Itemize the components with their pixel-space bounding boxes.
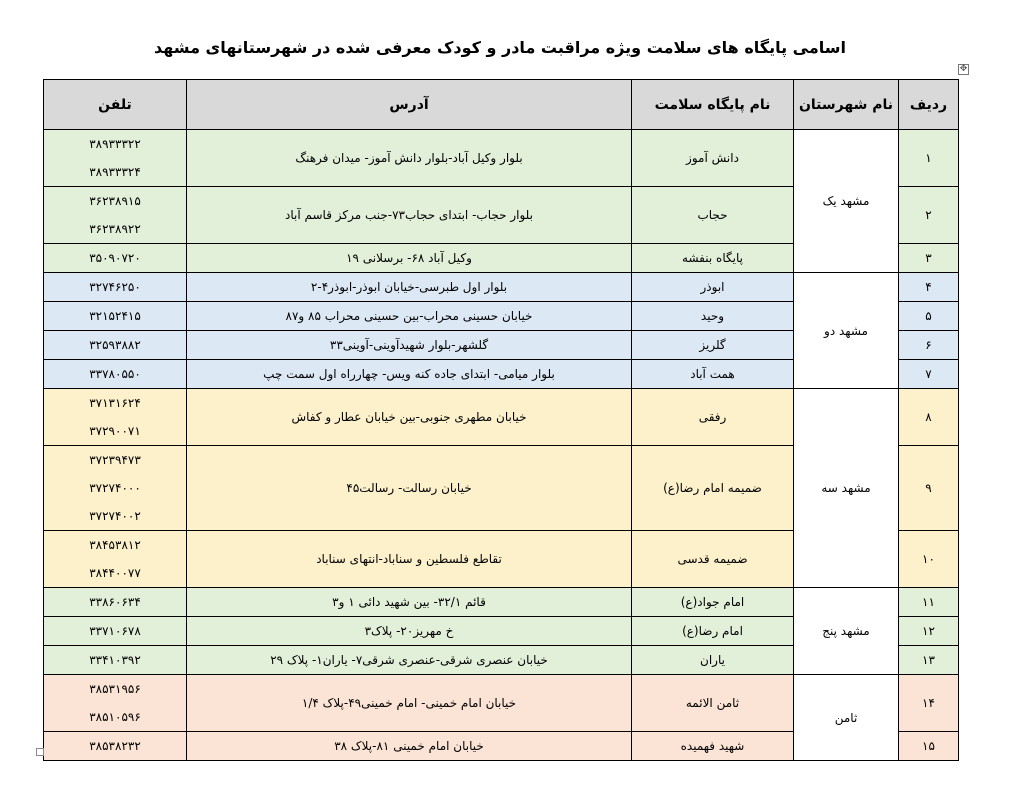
phone-number: ۳۷۲۳۹۴۷۳ (89, 453, 141, 467)
center-name: دانش آموز (632, 130, 794, 187)
table-row (44, 389, 959, 446)
address: گلشهر-بلوار شهیدآوینی-آوینی۳۳ (187, 331, 632, 360)
row-number: ۱۱ (899, 588, 959, 617)
phone-number: ۳۶۲۳۸۹۱۵ (89, 194, 141, 208)
address: بلوار حجاب- ابتدای حجاب۷۳-جنب مرکز قاسم آباد (187, 187, 632, 244)
center-name: ضمیمه قدسی (632, 531, 794, 588)
phone-cell (44, 244, 187, 273)
row-number: ۵ (899, 302, 959, 331)
county-cell: ثامن (794, 675, 899, 761)
phone-cell (44, 588, 187, 617)
phone-number: ۳۷۲۷۴۰۰۲ (89, 509, 141, 523)
center-name: رفقی (632, 389, 794, 446)
row-number: ۱۴ (899, 675, 959, 732)
center-name: گلریز (632, 331, 794, 360)
center-name: همت آباد (632, 360, 794, 389)
center-name: پایگاه بنفشه (632, 244, 794, 273)
phone-cell (44, 617, 187, 646)
row-number: ۹ (899, 446, 959, 531)
header-center: نام پایگاه سلامت (632, 80, 794, 130)
row-number: ۴ (899, 273, 959, 302)
center-name: امام جواد(ع) (632, 588, 794, 617)
table-header-row (44, 80, 959, 130)
center-name: امام رضا(ع) (632, 617, 794, 646)
row-number: ۱ (899, 130, 959, 187)
center-name: وحید (632, 302, 794, 331)
phone-number: ۳۷۱۳۱۶۲۴ (89, 396, 141, 410)
address: بلوار میامی- ابتدای جاده کنه ویس- چهارراه اول سمت چپ (187, 360, 632, 389)
phone-cell (44, 531, 187, 588)
phone-cell (44, 389, 187, 446)
table-row (44, 588, 959, 617)
address: وکیل آباد ۶۸- برسلانی ۱۹ (187, 244, 632, 273)
county-cell: مشهد پنج (794, 588, 899, 675)
address: خیابان امام خمینی- امام خمینی۴۹-پلاک ۱/۴ (187, 675, 632, 732)
address: قائم ۳۲/۱- بین شهید دائی ۱ و۳ (187, 588, 632, 617)
table-move-handle-icon[interactable]: ✥ (959, 64, 968, 74)
phone-number: ۳۶۲۳۸۹۲۲ (89, 222, 141, 236)
address: خیابان مطهری جنوبی-بین خیابان عطار و کفاش (187, 389, 632, 446)
phone-cell (44, 187, 187, 244)
phone-number: ۳۸۹۳۳۳۲۲ (89, 137, 141, 151)
page-title: اسامی پایگاه های سلامت ویژه مراقبت مادر و کودک معرفی شده در شهرستانهای مشهد (153, 38, 846, 57)
phone-number: ۳۳۸۶۰۶۳۴ (89, 595, 141, 609)
phone-cell (44, 302, 187, 331)
row-number: ۱۵ (899, 732, 959, 761)
row-number: ۸ (899, 389, 959, 446)
county-cell: مشهد یک (794, 130, 899, 273)
county-cell: مشهد سه (794, 389, 899, 588)
table-row (44, 273, 959, 302)
phone-number: ۳۸۴۵۳۸۱۲ (89, 538, 141, 552)
header-address: آدرس (187, 80, 632, 130)
county-cell: مشهد دو (794, 273, 899, 389)
center-name: حجاب (632, 187, 794, 244)
address: خیابان رسالت- رسالت۴۵ (187, 446, 632, 531)
phone-cell (44, 646, 187, 675)
address: خیابان حسینی محراب-بین حسینی محراب ۸۵ و۸۷ (187, 302, 632, 331)
table-row (44, 675, 959, 732)
phone-number: ۳۳۷۱۰۶۷۸ (89, 624, 141, 638)
header-phone: تلفن (44, 80, 187, 130)
row-number: ۱۳ (899, 646, 959, 675)
row-number: ۱۰ (899, 531, 959, 588)
center-name: یاران (632, 646, 794, 675)
phone-number: ۳۳۷۸۰۵۵۰ (89, 367, 141, 381)
row-number: ۶ (899, 331, 959, 360)
phone-number: ۳۵۰۹۰۷۲۰ (89, 251, 141, 265)
phone-cell (44, 732, 187, 761)
row-number: ۱۲ (899, 617, 959, 646)
header-row-number: ردیف (899, 80, 959, 130)
row-number: ۷ (899, 360, 959, 389)
phone-cell (44, 273, 187, 302)
center-name: ابوذر (632, 273, 794, 302)
phone-number: ۳۷۲۹۰۰۷۱ (89, 424, 141, 438)
table-resize-handle[interactable] (36, 748, 44, 756)
header-county: نام شهرستان (794, 80, 899, 130)
phone-cell (44, 360, 187, 389)
phone-number: ۳۲۷۴۶۲۵۰ (89, 280, 141, 294)
phone-cell (44, 675, 187, 732)
address: خیابان عنصری شرقی-عنصری شرقی۷- یاران۱- پلاک ۲۹ (187, 646, 632, 675)
address: تقاطع فلسطین و سناباد-انتهای سناباد (187, 531, 632, 588)
health-centers-table (43, 79, 959, 761)
phone-number: ۳۸۵۳۸۲۳۲ (89, 739, 141, 753)
phone-number: ۳۲۱۵۲۴۱۵ (89, 309, 141, 323)
table-row (44, 130, 959, 187)
center-name: شهید فهمیده (632, 732, 794, 761)
center-name: ثامن الائمه (632, 675, 794, 732)
center-name: ضمیمه امام رضا(ع) (632, 446, 794, 531)
phone-cell (44, 331, 187, 360)
row-number: ۲ (899, 187, 959, 244)
address: بلوار وکیل آباد-بلوار دانش آموز- میدان فرهنگ (187, 130, 632, 187)
phone-number: ۳۸۹۳۳۳۲۴ (89, 165, 141, 179)
address: بلوار اول طبرسی-خیابان ابوذر-ابوذر۴-۲ (187, 273, 632, 302)
phone-number: ۳۸۵۳۱۹۵۶ (89, 682, 141, 696)
address: خیابان امام خمینی ۸۱-پلاک ۳۸ (187, 732, 632, 761)
phone-number: ۳۷۲۷۴۰۰۰ (89, 481, 141, 495)
row-number: ۳ (899, 244, 959, 273)
address: خ مهریز۲۰- پلاک۳ (187, 617, 632, 646)
phone-cell (44, 446, 187, 531)
phone-number: ۳۸۴۴۰۰۷۷ (89, 566, 141, 580)
phone-number: ۳۲۵۹۳۸۸۲ (89, 338, 141, 352)
phone-number: ۳۸۵۱۰۵۹۶ (89, 710, 141, 724)
phone-number: ۳۳۴۱۰۳۹۲ (89, 653, 141, 667)
phone-cell (44, 130, 187, 187)
